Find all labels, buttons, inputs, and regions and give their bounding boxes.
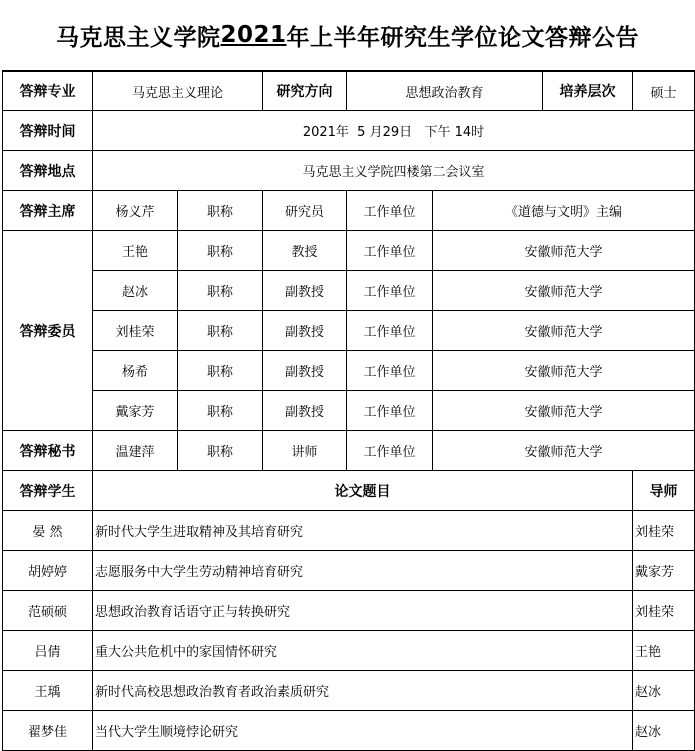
advisor-name: 赵冰 <box>633 671 695 711</box>
student-name: 范硕硕 <box>3 591 93 631</box>
member-name: 戴家芳 <box>93 391 178 431</box>
unit-label: 工作单位 <box>347 311 433 351</box>
time-label: 答辩时间 <box>3 111 93 151</box>
thesis-row <box>3 591 695 631</box>
member-name: 王艳 <box>93 231 178 271</box>
member-rank: 副教授 <box>263 271 347 311</box>
thesis-row <box>3 711 695 751</box>
member-rank: 副教授 <box>263 391 347 431</box>
member-row <box>3 391 695 431</box>
advisor-name: 刘桂荣 <box>633 591 695 631</box>
member-rank: 副教授 <box>263 311 347 351</box>
major-row <box>3 71 695 111</box>
title-label: 职称 <box>178 351 263 391</box>
member-name: 赵冰 <box>93 271 178 311</box>
place-row <box>3 151 695 191</box>
secretary-rank: 讲师 <box>263 431 347 471</box>
member-unit: 安徽师范大学 <box>433 271 695 311</box>
thesis-topic: 志愿服务中大学生劳动精神培育研究 <box>93 551 633 591</box>
student-name: 翟梦佳 <box>3 711 93 751</box>
unit-label: 工作单位 <box>347 231 433 271</box>
title-label: 职称 <box>178 431 263 471</box>
time-value: 2021年 5 月29日 下午 14时 <box>93 111 695 151</box>
member-row <box>3 271 695 311</box>
major-label: 答辩专业 <box>3 71 93 111</box>
level-value: 硕士 <box>633 71 695 111</box>
chair-row <box>3 191 695 231</box>
student-header: 答辩学生 <box>3 471 93 511</box>
member-row <box>3 231 695 271</box>
topic-header: 论文题目 <box>93 471 633 511</box>
thesis-topic: 思想政治教育话语守正与转换研究 <box>93 591 633 631</box>
thesis-row <box>3 511 695 551</box>
members-label: 答辩委员 <box>3 231 93 431</box>
thesis-row <box>3 551 695 591</box>
page-title <box>0 0 695 70</box>
thesis-header-row <box>3 471 695 511</box>
thesis-row <box>3 631 695 671</box>
student-name: 胡婷婷 <box>3 551 93 591</box>
secretary-label: 答辩秘书 <box>3 431 93 471</box>
member-unit: 安徽师范大学 <box>433 351 695 391</box>
direction-label: 研究方向 <box>263 71 347 111</box>
advisor-name: 赵冰 <box>633 711 695 751</box>
place-label: 答辩地点 <box>3 151 93 191</box>
thesis-row <box>3 671 695 711</box>
advisor-name: 王艳 <box>633 631 695 671</box>
thesis-topic: 重大公共危机中的家国情怀研究 <box>93 631 633 671</box>
advisor-name: 戴家芳 <box>633 551 695 591</box>
student-name: 吕倩 <box>3 631 93 671</box>
unit-label: 工作单位 <box>347 391 433 431</box>
thesis-topic: 当代大学生顺境悖论研究 <box>93 711 633 751</box>
member-name: 杨希 <box>93 351 178 391</box>
member-unit: 安徽师范大学 <box>433 231 695 271</box>
title-label: 职称 <box>178 311 263 351</box>
chair-unit: 《道德与文明》主编 <box>433 191 695 231</box>
thesis-topic: 新时代高校思想政治教育者政治素质研究 <box>93 671 633 711</box>
student-name: 晏 然 <box>3 511 93 551</box>
direction-value: 思想政治教育 <box>347 71 543 111</box>
chair-rank: 研究员 <box>263 191 347 231</box>
thesis-table <box>2 470 695 751</box>
advisor-name: 刘桂荣 <box>633 511 695 551</box>
member-unit: 安徽师范大学 <box>433 391 695 431</box>
advisor-header: 导师 <box>633 471 695 511</box>
chair-name: 杨义芹 <box>93 191 178 231</box>
chair-label: 答辩主席 <box>3 191 93 231</box>
member-row <box>3 311 695 351</box>
title-prefix: 马克思主义学院 <box>55 24 221 51</box>
unit-label: 工作单位 <box>347 271 433 311</box>
time-row <box>3 111 695 151</box>
member-unit: 安徽师范大学 <box>433 311 695 351</box>
place-value: 马克思主义学院四楼第二会议室 <box>93 151 695 191</box>
secretary-unit: 安徽师范大学 <box>433 431 695 471</box>
student-name: 王瑀 <box>3 671 93 711</box>
title-suffix: 年上半年研究生学位论文答辩公告 <box>286 24 639 51</box>
title-label: 职称 <box>178 231 263 271</box>
secretary-row <box>3 431 695 471</box>
unit-label: 工作单位 <box>347 191 433 231</box>
secretary-name: 温建萍 <box>93 431 178 471</box>
thesis-topic: 新时代大学生进取精神及其培育研究 <box>93 511 633 551</box>
unit-label: 工作单位 <box>347 351 433 391</box>
title-label: 职称 <box>178 191 263 231</box>
level-label: 培养层次 <box>543 71 633 111</box>
title-label: 职称 <box>178 391 263 431</box>
unit-label: 工作单位 <box>347 431 433 471</box>
member-rank: 教授 <box>263 231 347 271</box>
member-row <box>3 351 695 391</box>
defense-info-table <box>2 70 695 471</box>
member-rank: 副教授 <box>263 351 347 391</box>
title-year: 2021 <box>220 22 287 48</box>
member-name: 刘桂荣 <box>93 311 178 351</box>
major-value: 马克思主义理论 <box>93 71 263 111</box>
title-label: 职称 <box>178 271 263 311</box>
